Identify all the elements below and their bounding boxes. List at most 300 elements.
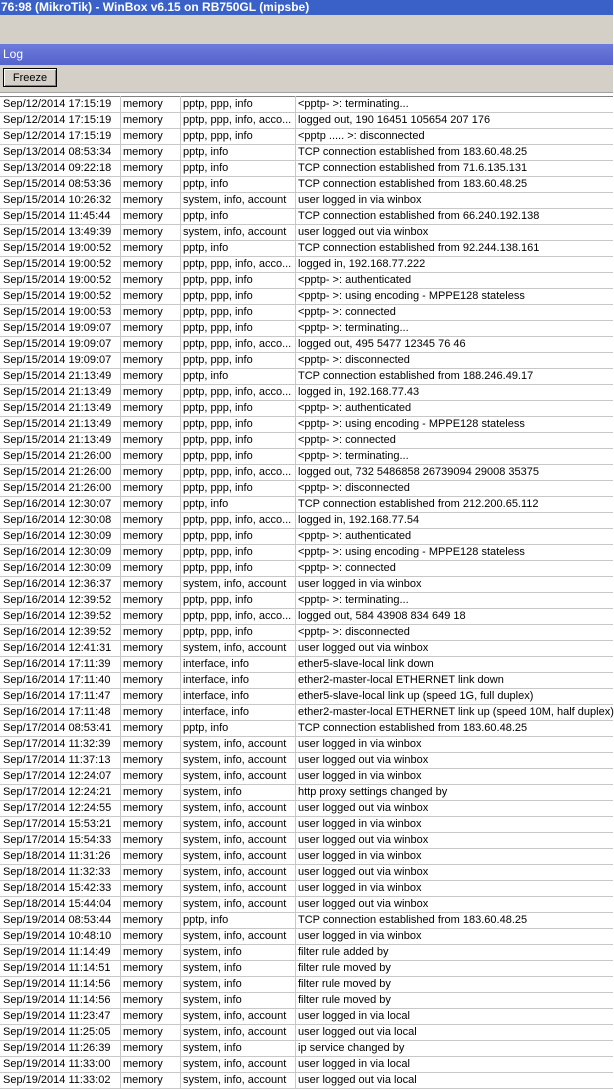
log-time: Sep/15/2014 21:13:49 [3,386,112,398]
log-time: Sep/15/2014 21:26:00 [3,466,112,478]
log-message: user logged in via winbox [298,930,422,942]
log-time: Sep/15/2014 13:49:39 [3,226,112,238]
log-buffer: memory [123,1010,163,1022]
log-buffer: memory [123,866,163,878]
log-buffer: memory [123,338,163,350]
log-buffer: memory [123,802,163,814]
log-buffer: memory [123,722,163,734]
log-message: TCP connection established from 188.246.49.17 [298,370,534,382]
log-topics: system, info, account [183,930,287,942]
log-time: Sep/16/2014 12:30:07 [3,498,112,510]
log-buffer: memory [123,626,163,638]
log-panel-title: Log [3,47,24,61]
table-row[interactable] [0,497,613,513]
table-row[interactable] [0,561,613,577]
log-table[interactable] [0,96,614,1086]
table-row[interactable] [0,433,613,449]
table-row[interactable] [0,577,613,593]
log-topics: system, info, account [183,882,287,894]
table-row[interactable] [0,625,613,641]
log-time: Sep/19/2014 11:14:49 [3,946,111,958]
log-time: Sep/18/2014 11:32:33 [3,866,111,878]
log-topics: system, info, account [183,1010,287,1022]
log-message: user logged in via winbox [298,818,422,830]
log-topics: pptp, ppp, info [183,306,253,318]
log-time: Sep/17/2014 08:53:41 [3,722,112,734]
table-row[interactable] [0,177,613,193]
log-message: TCP connection established from 183.60.48.25 [298,722,528,734]
log-time: Sep/16/2014 12:39:52 [3,594,112,606]
log-message: http proxy settings changed by [298,786,448,798]
table-row[interactable] [0,305,613,321]
log-time: Sep/19/2014 11:14:56 [3,978,111,990]
log-time: Sep/12/2014 17:15:19 [3,114,112,126]
log-buffer: memory [123,754,163,766]
log-time: Sep/15/2014 19:00:52 [3,274,112,286]
log-message: user logged in via winbox [298,882,422,894]
log-time: Sep/16/2014 12:39:52 [3,626,112,638]
log-buffer: memory [123,274,163,286]
log-message: <pptp- >: terminating... [298,594,409,606]
log-buffer: memory [123,738,163,750]
table-row[interactable] [0,785,613,801]
log-time: Sep/13/2014 08:53:34 [3,146,112,158]
log-buffer: memory [123,178,163,190]
column-divider [295,96,296,1089]
log-topics: system, info, account [183,1026,287,1038]
log-message: <pptp- >: connected [298,562,396,574]
log-time: Sep/15/2014 21:13:49 [3,418,112,430]
log-buffer: memory [123,146,163,158]
log-message: <pptp- >: authenticated [298,530,412,542]
log-time: Sep/15/2014 21:13:49 [3,402,112,414]
table-row[interactable] [0,225,613,241]
log-message: user logged out via winbox [298,802,429,814]
table-row[interactable] [0,977,613,993]
log-topics: system, info, account [183,1058,287,1070]
log-topics: interface, info [183,658,250,670]
log-buffer: memory [123,114,163,126]
table-row[interactable] [0,657,613,673]
table-row[interactable] [0,145,613,161]
log-buffer: memory [123,658,163,670]
log-message: TCP connection established from 183.60.48.25 [298,146,528,158]
log-message: <pptp- >: authenticated [298,274,412,286]
table-row[interactable] [0,209,613,225]
table-row[interactable] [0,417,613,433]
log-message: filter rule moved by [298,962,391,974]
table-row[interactable] [0,705,613,721]
log-time: Sep/17/2014 12:24:07 [3,770,112,782]
log-message: <pptp ..... >: disconnected [298,130,425,142]
log-message: user logged out via local [298,1026,417,1038]
log-buffer: memory [123,770,163,782]
log-time: Sep/15/2014 11:45:44 [3,210,111,222]
log-topics: system, info, account [183,642,287,654]
log-message: ip service changed by [298,1042,405,1054]
log-buffer: memory [123,1026,163,1038]
log-time: Sep/18/2014 15:44:04 [3,898,112,910]
log-topics: interface, info [183,674,250,686]
table-row[interactable] [0,257,613,273]
log-time: Sep/15/2014 21:13:49 [3,434,112,446]
log-buffer: memory [123,578,163,590]
log-buffer: memory [123,402,163,414]
log-topics: system, info, account [183,834,287,846]
log-message: filter rule moved by [298,978,391,990]
log-message: <pptp- >: disconnected [298,354,410,366]
log-buffer: memory [123,690,163,702]
log-panel-title-bar[interactable] [0,44,613,65]
log-buffer: memory [123,306,163,318]
log-message: TCP connection established from 92.244.138.161 [298,242,540,254]
log-buffer: memory [123,1074,163,1086]
log-topics: system, info, account [183,770,287,782]
log-time: Sep/19/2014 11:33:00 [3,1058,111,1070]
log-topics: system, info [183,786,242,798]
log-message: logged in, 192.168.77.222 [298,258,426,270]
log-message: logged out, 584 43908 834 649 18 [298,610,466,622]
log-message: ether5-slave-local link down [298,658,434,670]
column-divider [120,96,121,1089]
log-message: user logged out via winbox [298,898,429,910]
table-row[interactable] [0,401,613,417]
log-topics: system, info [183,1042,242,1054]
table-row[interactable] [0,513,613,529]
log-time: Sep/15/2014 08:53:36 [3,178,112,190]
log-buffer: memory [123,546,163,558]
log-topics: pptp, ppp, info, acco... [183,114,292,126]
log-message: TCP connection established from 71.6.135.131 [298,162,528,174]
log-topics: system, info [183,962,242,974]
log-time: Sep/15/2014 21:13:49 [3,370,112,382]
log-topics: system, info, account [183,754,287,766]
log-topics: system, info, account [183,866,287,878]
log-buffer: memory [123,962,163,974]
log-buffer: memory [123,290,163,302]
log-message: user logged out via winbox [298,834,429,846]
log-buffer: memory [123,978,163,990]
log-topics: pptp, ppp, info, acco... [183,258,292,270]
log-toolbar [0,65,613,93]
log-message: filter rule moved by [298,994,391,1006]
log-message: <pptp- >: terminating... [298,450,409,462]
log-message: user logged out via winbox [298,754,429,766]
log-time: Sep/15/2014 19:09:07 [3,322,112,334]
log-time: Sep/15/2014 19:09:07 [3,338,112,350]
table-row[interactable] [0,545,613,561]
log-topics: pptp, ppp, info [183,402,253,414]
log-message: logged out, 190 16451 105654 207 176 [298,114,491,126]
table-row[interactable] [0,465,613,481]
log-message: logged out, 495 5477 12345 76 46 [298,338,466,350]
table-row[interactable] [0,817,613,833]
log-topics: pptp, info [183,498,229,510]
table-row[interactable] [0,929,613,945]
log-topics: pptp, info [183,914,229,926]
window-title-bar [0,0,613,15]
log-message: <pptp- >: using encoding - MPPE128 stateless [298,546,525,558]
log-message: user logged in via winbox [298,770,422,782]
log-time: Sep/12/2014 17:15:19 [3,130,112,142]
log-time: Sep/19/2014 11:26:39 [3,1042,111,1054]
table-row[interactable] [0,689,613,705]
log-time: Sep/17/2014 12:24:21 [3,786,112,798]
log-buffer: memory [123,482,163,494]
log-buffer: memory [123,498,163,510]
log-time: Sep/19/2014 11:25:05 [3,1026,111,1038]
log-buffer: memory [123,386,163,398]
table-row[interactable] [0,289,613,305]
log-topics: pptp, info [183,178,229,190]
log-time: Sep/17/2014 11:32:39 [3,738,111,750]
log-buffer: memory [123,210,163,222]
log-buffer: memory [123,226,163,238]
log-buffer: memory [123,322,163,334]
log-buffer: memory [123,706,163,718]
table-row[interactable] [0,913,613,929]
log-time: Sep/17/2014 11:37:13 [3,754,111,766]
menu-area [0,15,613,44]
log-message: TCP connection established from 183.60.48.25 [298,178,528,190]
log-topics: pptp, ppp, info [183,418,253,430]
log-topics: pptp, ppp, info, acco... [183,514,292,526]
log-time: Sep/15/2014 19:09:07 [3,354,112,366]
log-time: Sep/16/2014 17:11:39 [3,658,111,670]
log-message: <pptp- >: terminating... [298,322,409,334]
log-buffer: memory [123,1058,163,1070]
log-buffer: memory [123,834,163,846]
log-message: <pptp- >: disconnected [298,482,410,494]
table-row[interactable] [0,1009,613,1025]
log-buffer: memory [123,466,163,478]
table-row[interactable] [0,1073,613,1089]
log-message: TCP connection established from 183.60.48.25 [298,914,528,926]
log-buffer: memory [123,930,163,942]
table-row[interactable] [0,881,613,897]
log-time: Sep/19/2014 11:23:47 [3,1010,111,1022]
log-buffer: memory [123,674,163,686]
log-buffer: memory [123,258,163,270]
log-message: user logged out via winbox [298,866,429,878]
log-time: Sep/16/2014 12:36:37 [3,578,112,590]
table-row[interactable] [0,337,613,353]
table-row[interactable] [0,961,613,977]
log-topics: pptp, ppp, info [183,130,253,142]
table-row[interactable] [0,945,613,961]
table-row[interactable] [0,385,613,401]
log-message: <pptp- >: disconnected [298,626,410,638]
log-topics: system, info, account [183,850,287,862]
table-row[interactable] [0,849,613,865]
log-buffer: memory [123,98,163,110]
table-row[interactable] [0,1041,613,1057]
log-topics: pptp, info [183,162,229,174]
log-message: logged in, 192.168.77.43 [298,386,420,398]
log-topics: pptp, info [183,210,229,222]
table-row[interactable] [0,769,613,785]
log-time: Sep/15/2014 10:26:32 [3,194,112,206]
table-row[interactable] [0,241,613,257]
log-time: Sep/12/2014 17:15:19 [3,98,112,110]
freeze-button[interactable]: Freeze [3,68,57,87]
log-topics: system, info, account [183,194,287,206]
table-row[interactable] [0,129,613,145]
log-topics: pptp, info [183,146,229,158]
log-time: Sep/16/2014 12:30:09 [3,562,112,574]
column-divider [180,96,181,1089]
log-time: Sep/15/2014 19:00:52 [3,290,112,302]
table-row[interactable] [0,993,613,1009]
log-message: <pptp- >: connected [298,306,396,318]
table-row[interactable] [0,353,613,369]
log-time: Sep/16/2014 12:39:52 [3,610,112,622]
table-row[interactable] [0,161,613,177]
log-buffer: memory [123,610,163,622]
table-row[interactable] [0,609,613,625]
log-topics: system, info, account [183,226,287,238]
log-topics: pptp, ppp, info, acco... [183,610,292,622]
table-row[interactable] [0,97,613,113]
log-message: user logged out via winbox [298,226,429,238]
log-message: user logged in via local [298,1010,410,1022]
table-row[interactable] [0,113,613,129]
log-topics: pptp, ppp, info [183,626,253,638]
log-time: Sep/15/2014 19:00:53 [3,306,112,318]
log-message: user logged out via local [298,1074,417,1086]
log-time: Sep/15/2014 21:26:00 [3,482,112,494]
log-time: Sep/16/2014 17:11:47 [3,690,111,702]
log-buffer: memory [123,914,163,926]
log-topics: system, info [183,994,242,1006]
table-row[interactable] [0,593,613,609]
table-row[interactable] [0,833,613,849]
log-time: Sep/19/2014 11:14:56 [3,994,111,1006]
log-topics: pptp, ppp, info [183,482,253,494]
log-buffer: memory [123,418,163,430]
log-buffer: memory [123,994,163,1006]
log-message: ether2-master-local ETHERNET link down [298,674,504,686]
log-message: filter rule added by [298,946,389,958]
log-time: Sep/13/2014 09:22:18 [3,162,112,174]
log-time: Sep/19/2014 08:53:44 [3,914,112,926]
table-row[interactable] [0,897,613,913]
log-topics: pptp, ppp, info [183,562,253,574]
log-message: <pptp- >: using encoding - MPPE128 stateless [298,290,525,302]
table-row[interactable] [0,641,613,657]
log-topics: pptp, info [183,722,229,734]
log-topics: pptp, info [183,242,229,254]
log-topics: interface, info [183,690,250,702]
log-buffer: memory [123,530,163,542]
log-buffer: memory [123,946,163,958]
log-buffer: memory [123,434,163,446]
log-topics: pptp, ppp, info [183,450,253,462]
log-topics: pptp, ppp, info [183,322,253,334]
table-row[interactable] [0,193,613,209]
log-topics: pptp, ppp, info [183,98,253,110]
log-topics: pptp, ppp, info [183,546,253,558]
log-message: logged in, 192.168.77.54 [298,514,420,526]
log-topics: interface, info [183,706,250,718]
table-row[interactable] [0,449,613,465]
log-buffer: memory [123,594,163,606]
log-topics: pptp, ppp, info, acco... [183,386,292,398]
log-message: TCP connection established from 66.240.192.138 [298,210,540,222]
table-row[interactable] [0,673,613,689]
log-buffer: memory [123,370,163,382]
log-topics: pptp, ppp, info [183,274,253,286]
log-time: Sep/15/2014 19:00:52 [3,242,112,254]
log-buffer: memory [123,642,163,654]
log-message: <pptp- >: authenticated [298,402,412,414]
log-topics: system, info, account [183,802,287,814]
log-buffer: memory [123,1042,163,1054]
log-buffer: memory [123,194,163,206]
log-buffer: memory [123,898,163,910]
log-buffer: memory [123,786,163,798]
log-time: Sep/16/2014 12:30:09 [3,546,112,558]
table-row[interactable] [0,721,613,737]
log-message: user logged in via local [298,1058,410,1070]
log-message: TCP connection established from 212.200.65.112 [298,498,539,510]
table-row[interactable] [0,801,613,817]
log-message: <pptp- >: using encoding - MPPE128 stateless [298,418,525,430]
log-topics: pptp, ppp, info [183,434,253,446]
log-time: Sep/19/2014 10:48:10 [3,930,112,942]
log-message: user logged in via winbox [298,194,422,206]
log-buffer: memory [123,242,163,254]
table-row[interactable] [0,865,613,881]
log-buffer: memory [123,450,163,462]
log-message: ether5-slave-local link up (speed 1G, full duplex) [298,690,534,702]
log-buffer: memory [123,354,163,366]
log-topics: system, info, account [183,738,287,750]
log-time: Sep/15/2014 19:00:52 [3,258,112,270]
log-topics: pptp, ppp, info [183,290,253,302]
log-topics: pptp, ppp, info, acco... [183,338,292,350]
log-buffer: memory [123,514,163,526]
log-time: Sep/17/2014 12:24:55 [3,802,112,814]
log-message: user logged out via winbox [298,642,429,654]
table-row[interactable] [0,1057,613,1073]
log-buffer: memory [123,130,163,142]
log-time: Sep/17/2014 15:53:21 [3,818,112,830]
table-row[interactable] [0,1025,613,1041]
table-row[interactable] [0,737,613,753]
log-time: Sep/15/2014 21:26:00 [3,450,112,462]
table-row[interactable] [0,753,613,769]
log-time: Sep/16/2014 17:11:48 [3,706,111,718]
table-row[interactable] [0,481,613,497]
log-time: Sep/19/2014 11:33:02 [3,1074,111,1086]
log-time: Sep/17/2014 15:54:33 [3,834,112,846]
log-buffer: memory [123,162,163,174]
window-title: 76:98 (MikroTik) - WinBox v6.15 on RB750GL (mipsbe) [1,0,310,14]
table-row[interactable] [0,529,613,545]
log-time: Sep/16/2014 17:11:40 [3,674,111,686]
table-row[interactable] [0,273,613,289]
log-buffer: memory [123,850,163,862]
log-topics: system, info [183,978,242,990]
log-topics: system, info [183,946,242,958]
log-message: <pptp- >: terminating... [298,98,409,110]
log-topics: system, info, account [183,818,287,830]
log-topics: pptp, ppp, info [183,594,253,606]
log-message: <pptp- >: connected [298,434,396,446]
table-row[interactable] [0,369,613,385]
table-row[interactable] [0,321,613,337]
